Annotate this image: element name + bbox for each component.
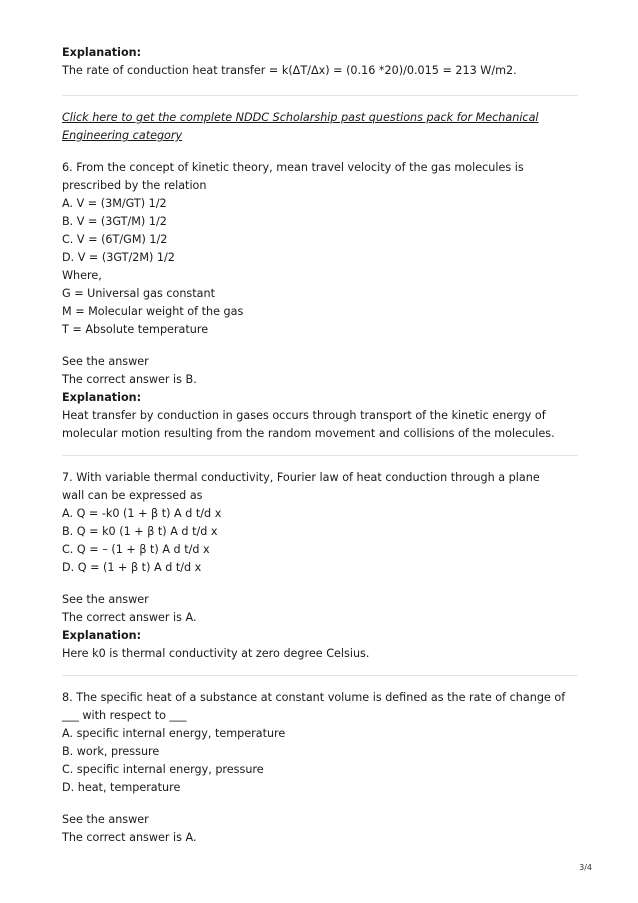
q7-option-a: A. Q = -k0 (1 + β t) A d t/d x <box>62 507 222 520</box>
q7-stem-line1: 7. With variable thermal conductivity, Fourier law of heat conduction through a plane <box>62 471 540 484</box>
page-number: 3/4 <box>579 863 592 872</box>
cta-link-line2[interactable]: Engineering category <box>62 129 183 142</box>
q8-correct-answer: The correct answer is A. <box>62 831 197 844</box>
page-content <box>62 44 578 847</box>
q6-explanation-line1: Heat transfer by conduction in gases occurs through transport of the kinetic energy of <box>62 409 546 422</box>
question-6 <box>62 159 578 339</box>
q7-explanation-line1: Here k0 is thermal conductivity at zero degree Celsius. <box>62 647 370 660</box>
q6-explanation-line2: molecular motion resulting from the random movement and collisions of the molecules. <box>62 427 555 440</box>
q8-option-d: D. heat, temperature <box>62 781 181 794</box>
q6-answer-block <box>62 353 578 443</box>
q8-answer-block <box>62 811 578 847</box>
q6-where-label: Where, <box>62 269 102 282</box>
q7-explanation-label: Explanation: <box>62 629 142 642</box>
q6-option-d: D. V = (3GT/2M) 1/2 <box>62 251 175 264</box>
q7-answer-block <box>62 591 578 663</box>
q6-option-b: B. V = (3GT/M) 1/2 <box>62 215 167 228</box>
q8-option-b: B. work, pressure <box>62 745 160 758</box>
q6-option-c: C. V = (6T/GM) 1/2 <box>62 233 168 246</box>
q6-explanation-label: Explanation: <box>62 391 142 404</box>
q6-see-answer[interactable]: See the answer <box>62 355 149 368</box>
q8-stem-line1: 8. The specific heat of a substance at constant volume is defined as the rate of change of <box>62 691 566 704</box>
q7-option-b: B. Q = k0 (1 + β t) A d t/d x <box>62 525 218 538</box>
q8-see-answer[interactable]: See the answer <box>62 813 149 826</box>
question-8 <box>62 689 578 797</box>
explanation-label: Explanation: <box>62 46 142 59</box>
q8-option-a: A. specific internal energy, temperature <box>62 727 286 740</box>
q6-definition-t: T = Absolute temperature <box>62 323 209 336</box>
q6-stem-line2: prescribed by the relation <box>62 179 207 192</box>
explanation-text: The rate of conduction heat transfer = k(ΔT/Δx) = (0.16 *20)/0.015 = 213 W/m2. <box>62 64 517 77</box>
q7-option-c: C. Q = – (1 + β t) A d t/d x <box>62 543 210 556</box>
q6-definition-g: G = Universal gas constant <box>62 287 215 300</box>
q8-option-c: C. specific internal energy, pressure <box>62 763 264 776</box>
q6-stem-line1: 6. From the concept of kinetic theory, mean travel velocity of the gas molecules is <box>62 161 524 174</box>
q7-stem-line2: wall can be expressed as <box>62 489 203 502</box>
q6-correct-answer: The correct answer is B. <box>62 373 197 386</box>
q8-stem-line2: ___ with respect to ___ <box>62 709 187 722</box>
divider <box>62 675 578 676</box>
q7-correct-answer: The correct answer is A. <box>62 611 197 624</box>
cta-link-block[interactable] <box>62 109 578 145</box>
question-7 <box>62 469 578 577</box>
divider <box>62 95 578 96</box>
q6-option-a: A. V = (3M/GT) 1/2 <box>62 197 167 210</box>
cta-link-line1[interactable]: Click here to get the complete NDDC Scholarship past questions pack for Mechanical <box>62 111 539 124</box>
q7-see-answer[interactable]: See the answer <box>62 593 149 606</box>
q7-option-d: D. Q = (1 + β t) A d t/d x <box>62 561 202 574</box>
divider <box>62 455 578 456</box>
q6-definition-m: M = Molecular weight of the gas <box>62 305 244 318</box>
